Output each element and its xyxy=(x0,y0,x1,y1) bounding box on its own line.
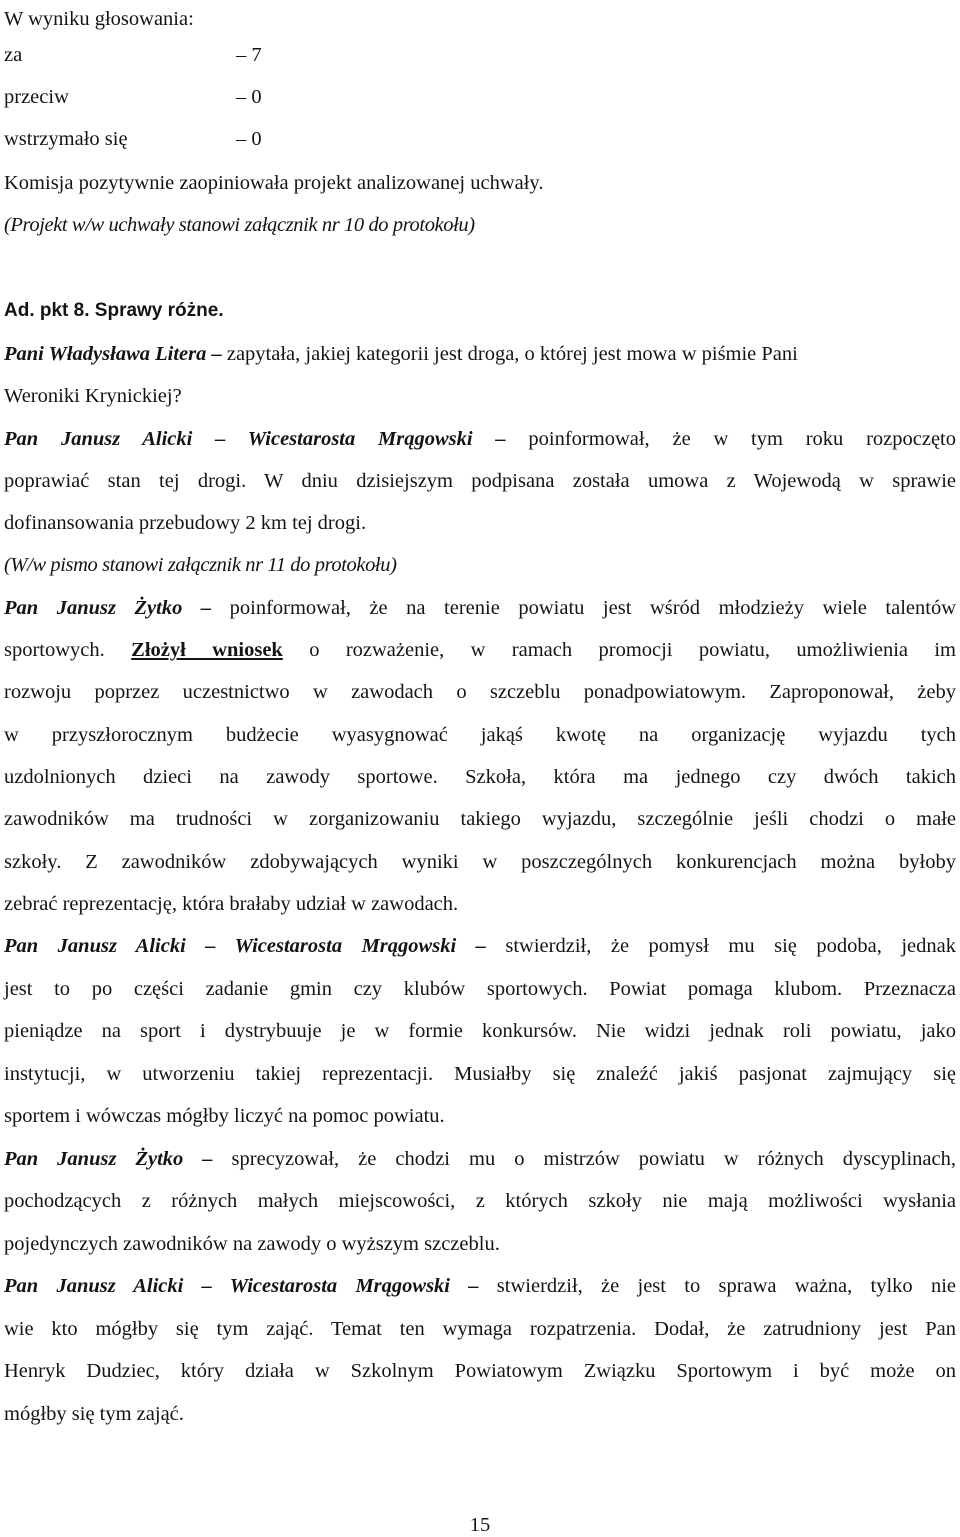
paragraph-3-line-4: w przyszłorocznym budżecie wyasygnować jakąś kwotę na organizację wyjazdu tych xyxy=(4,724,956,746)
speaker-name: Pan Janusz Alicki – Wicestarosta Mrągowski – xyxy=(4,428,506,450)
paragraph-2-line-2: poprawiać stan tej drogi. W dniu dzisiejszym podpisana została umowa z Wojewodą w sprawie xyxy=(4,470,956,492)
paragraph-1-line-1 xyxy=(4,341,798,367)
paragraph-3-line-1 xyxy=(4,595,956,621)
paragraph-4-line-1 xyxy=(4,933,956,959)
paragraph-6-line-1 xyxy=(4,1273,956,1299)
speaker-name: Pan Janusz Żytko – xyxy=(4,1148,213,1170)
vote-label: przeciw xyxy=(4,86,69,108)
paragraph-text: o rozważenie, w ramach promocji powiatu, umożliwienia im xyxy=(282,639,956,661)
paragraph-4-line-3: pieniądze na sport i dystrybuuje je w formie konkursów. Nie widzi jednak roli powiatu, jako xyxy=(4,1020,956,1042)
paragraph-text: sprecyzował, że chodzi mu o mistrzów powiatu w różnych dyscyplinach, xyxy=(212,1148,956,1170)
paragraph-4-line-2: jest to po części zadanie gmin czy klubów sportowych. Powiat pomaga klubom. Przeznacza xyxy=(4,978,956,1000)
paragraph-1-line-2: Weroniki Krynickiej? xyxy=(4,385,182,407)
section-heading: Ad. pkt 8. Sprawy różne. xyxy=(4,300,224,321)
paragraph-6-line-4: mógłby się tym zająć. xyxy=(4,1403,184,1425)
speaker-name: Pani Władysława Litera – xyxy=(4,343,222,365)
paragraph-text: stwierdził, że pomysł mu się podoba, jednak xyxy=(485,935,956,957)
page-number: 15 xyxy=(469,1514,491,1536)
paragraph-3-line-5: uzdolnionych dzieci na zawody sportowe. Szkoła, która ma jednego czy dwóch takich xyxy=(4,766,956,788)
paragraph-2-line-1 xyxy=(4,426,956,452)
vote-value: – 0 xyxy=(236,86,262,108)
speaker-name: Pan Janusz Alicki – Wicestarosta Mrągowski – xyxy=(4,935,486,957)
vote-result: Komisja pozytywnie zaopiniowała projekt analizowanej uchwały. xyxy=(4,172,544,194)
paragraph-2-annex-note: (W/w pismo stanowi załącznik nr 11 do protokołu) xyxy=(4,554,397,576)
vote-value: – 0 xyxy=(236,128,262,150)
paragraph-5-line-2: pochodzących z różnych małych miejscowości, z których szkoły nie mają możliwości wysłania xyxy=(4,1190,956,1212)
paragraph-text: sportowych. xyxy=(4,639,132,661)
vote-heading: W wyniku głosowania: xyxy=(4,8,194,30)
paragraph-2-line-3: dofinansowania przebudowy 2 km tej drogi. xyxy=(4,512,367,534)
vote-label: wstrzymało się xyxy=(4,128,128,150)
motion-highlight: Złożył wniosek xyxy=(131,639,283,661)
speaker-name: Pan Janusz Alicki – Wicestarosta Mrągowski – xyxy=(4,1275,479,1297)
vote-row-against xyxy=(4,84,404,110)
vote-label: za xyxy=(4,44,23,66)
paragraph-3-line-3: rozwoju poprzez uczestnictwo w zawodach o szczeblu ponadpowiatowym. Zaproponował, żeby xyxy=(4,681,956,703)
paragraph-5-line-3: pojedynczych zawodników na zawody o wyższym szczeblu. xyxy=(4,1233,500,1255)
vote-value: – 7 xyxy=(236,44,262,66)
paragraph-text: zapytała, jakiej kategorii jest droga, o której jest mowa w piśmie Pani xyxy=(221,343,798,365)
paragraph-text: poinformował, że w tym roku rozpoczęto xyxy=(505,428,956,450)
speaker-name: Pan Janusz Żytko – xyxy=(4,597,212,619)
paragraph-text: poinformował, że na terenie powiatu jest wśród młodzieży wiele talentów xyxy=(211,597,956,619)
paragraph-6-line-3: Henryk Dudziec, który działa w Szkolnym Powiatowym Związku Sportowym i być może on xyxy=(4,1360,956,1382)
paragraph-3-line-6: zawodników ma trudności w zorganizowaniu takiego wyjazdu, szczególnie jeśli chodzi o małe xyxy=(4,808,956,830)
paragraph-3-line-2 xyxy=(4,637,956,663)
paragraph-3-line-8: zebrać reprezentację, która brałaby udział w zawodach. xyxy=(4,893,459,915)
paragraph-4-line-4: instytucji, w utworzeniu takiej reprezentacji. Musiałby się znaleźć jakiś pasjonat zajmujący się xyxy=(4,1063,956,1085)
paragraph-text: stwierdził, że jest to sprawa ważna, tylko nie xyxy=(478,1275,956,1297)
paragraph-4-line-5: sportem i wówczas mógłby liczyć na pomoc powiatu. xyxy=(4,1105,445,1127)
vote-row-abstain xyxy=(4,126,404,152)
paragraph-6-line-2: wie kto mógłby się tym zająć. Temat ten wymaga rozpatrzenia. Dodał, że zatrudniony jest Pan xyxy=(4,1318,956,1340)
paragraph-5-line-1 xyxy=(4,1146,956,1172)
vote-row-for xyxy=(4,42,404,68)
paragraph-3-line-7: szkoły. Z zawodników zdobywających wyniki w poszczególnych konkurencjach można byłoby xyxy=(4,851,956,873)
vote-annex-note: (Projekt w/w uchwały stanowi załącznik nr 10 do protokołu) xyxy=(4,214,475,236)
